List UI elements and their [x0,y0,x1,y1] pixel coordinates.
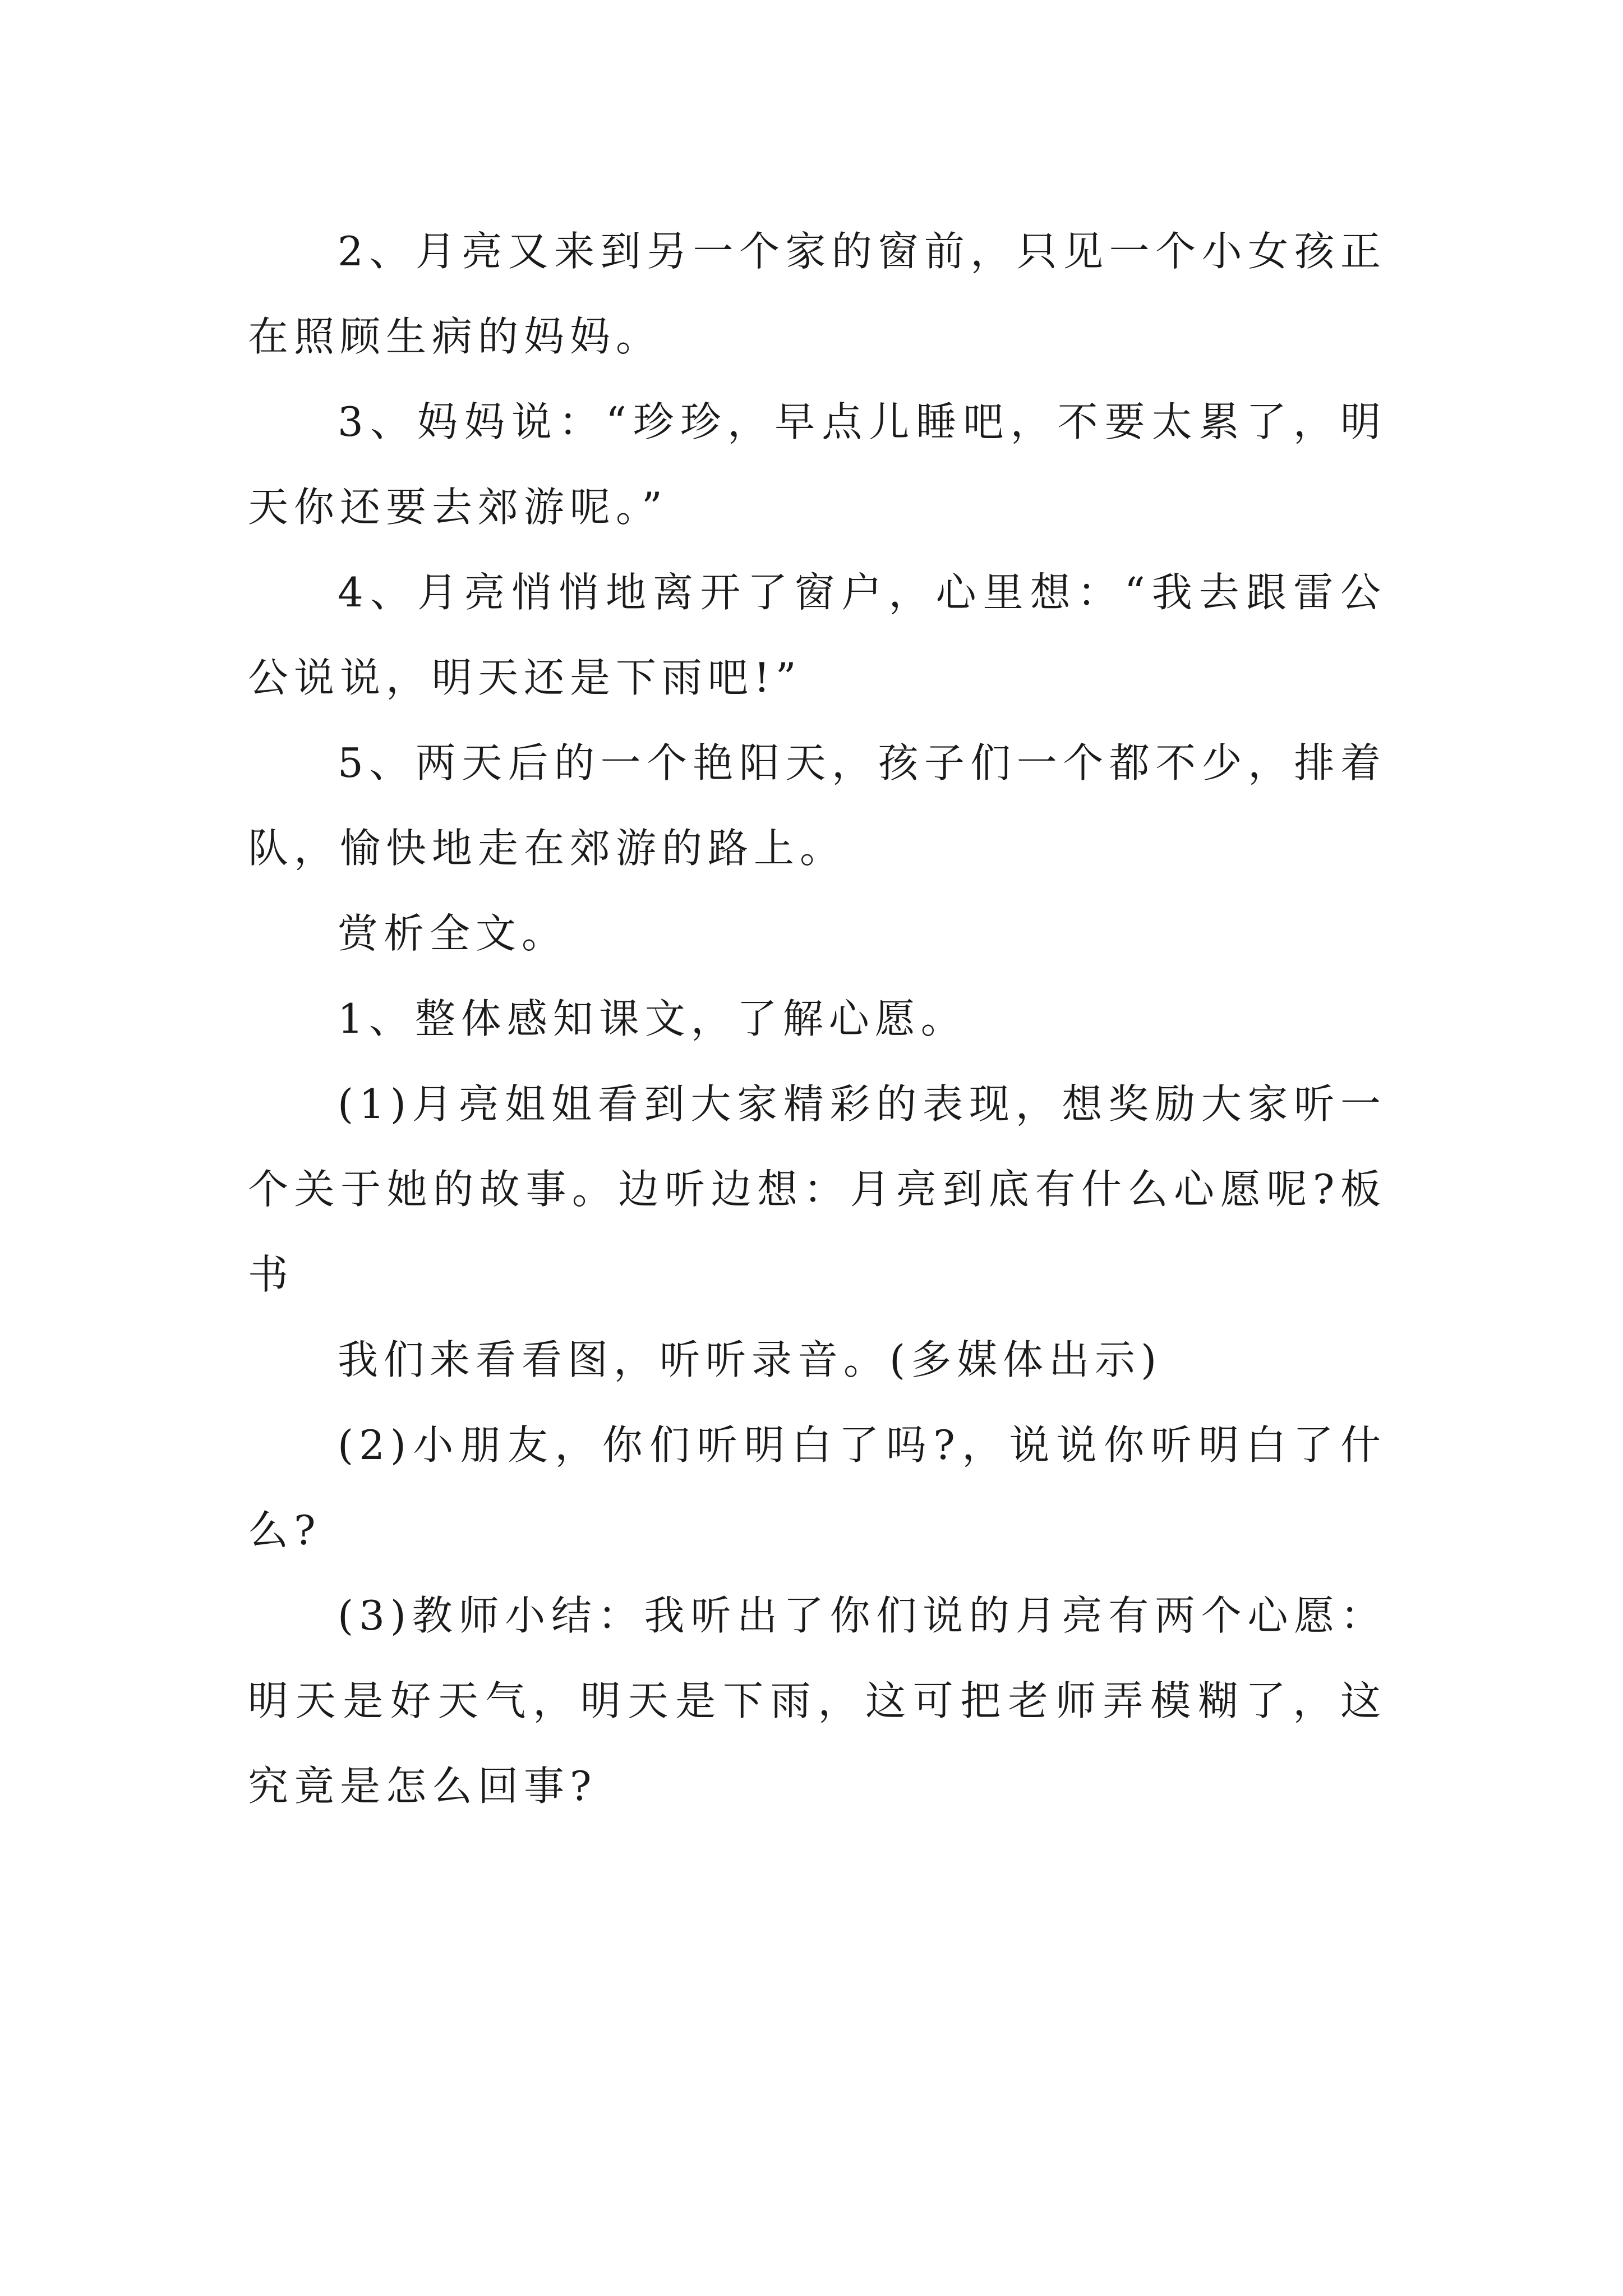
paragraph: (3)教师小结：我听出了你们说的月亮有两个心愿：明天是好天气，明天是下雨，这可把老师弄模糊了，这究竟是怎么回事? [248,1592,1386,1810]
paragraph: 5、两天后的一个艳阳天，孩子们一个都不少，排着队，愉快地走在郊游的路上。 [248,739,1386,872]
paragraph: (1)月亮姐姐看到大家精彩的表现，想奖励大家听一个关于她的故事。边听边想：月亮到底有什么心愿呢?板书 [248,1080,1386,1298]
paragraph: 1、整体感知课文，了解心愿。 [338,995,967,1042]
paragraph: 4、月亮悄悄地离开了窗户，心里想：“我去跟雷公公说说，明天还是下雨吧!” [248,569,1386,701]
paragraph: 3、妈妈说：“珍珍，早点儿睡吧，不要太累了，明天你还要去郊游呢。” [248,398,1386,531]
paragraph: 我们来看看图，听听录音。(多媒体出示) [338,1336,1163,1383]
document-body [248,209,1386,1829]
paragraph: 赏析全文。 [338,910,568,957]
paragraph: (2)小朋友，你们听明白了吗?，说说你听明白了什么? [248,1421,1386,1554]
paragraph: 2、月亮又来到另一个家的窗前，只见一个小女孩正在照顾生病的妈妈。 [248,228,1386,360]
